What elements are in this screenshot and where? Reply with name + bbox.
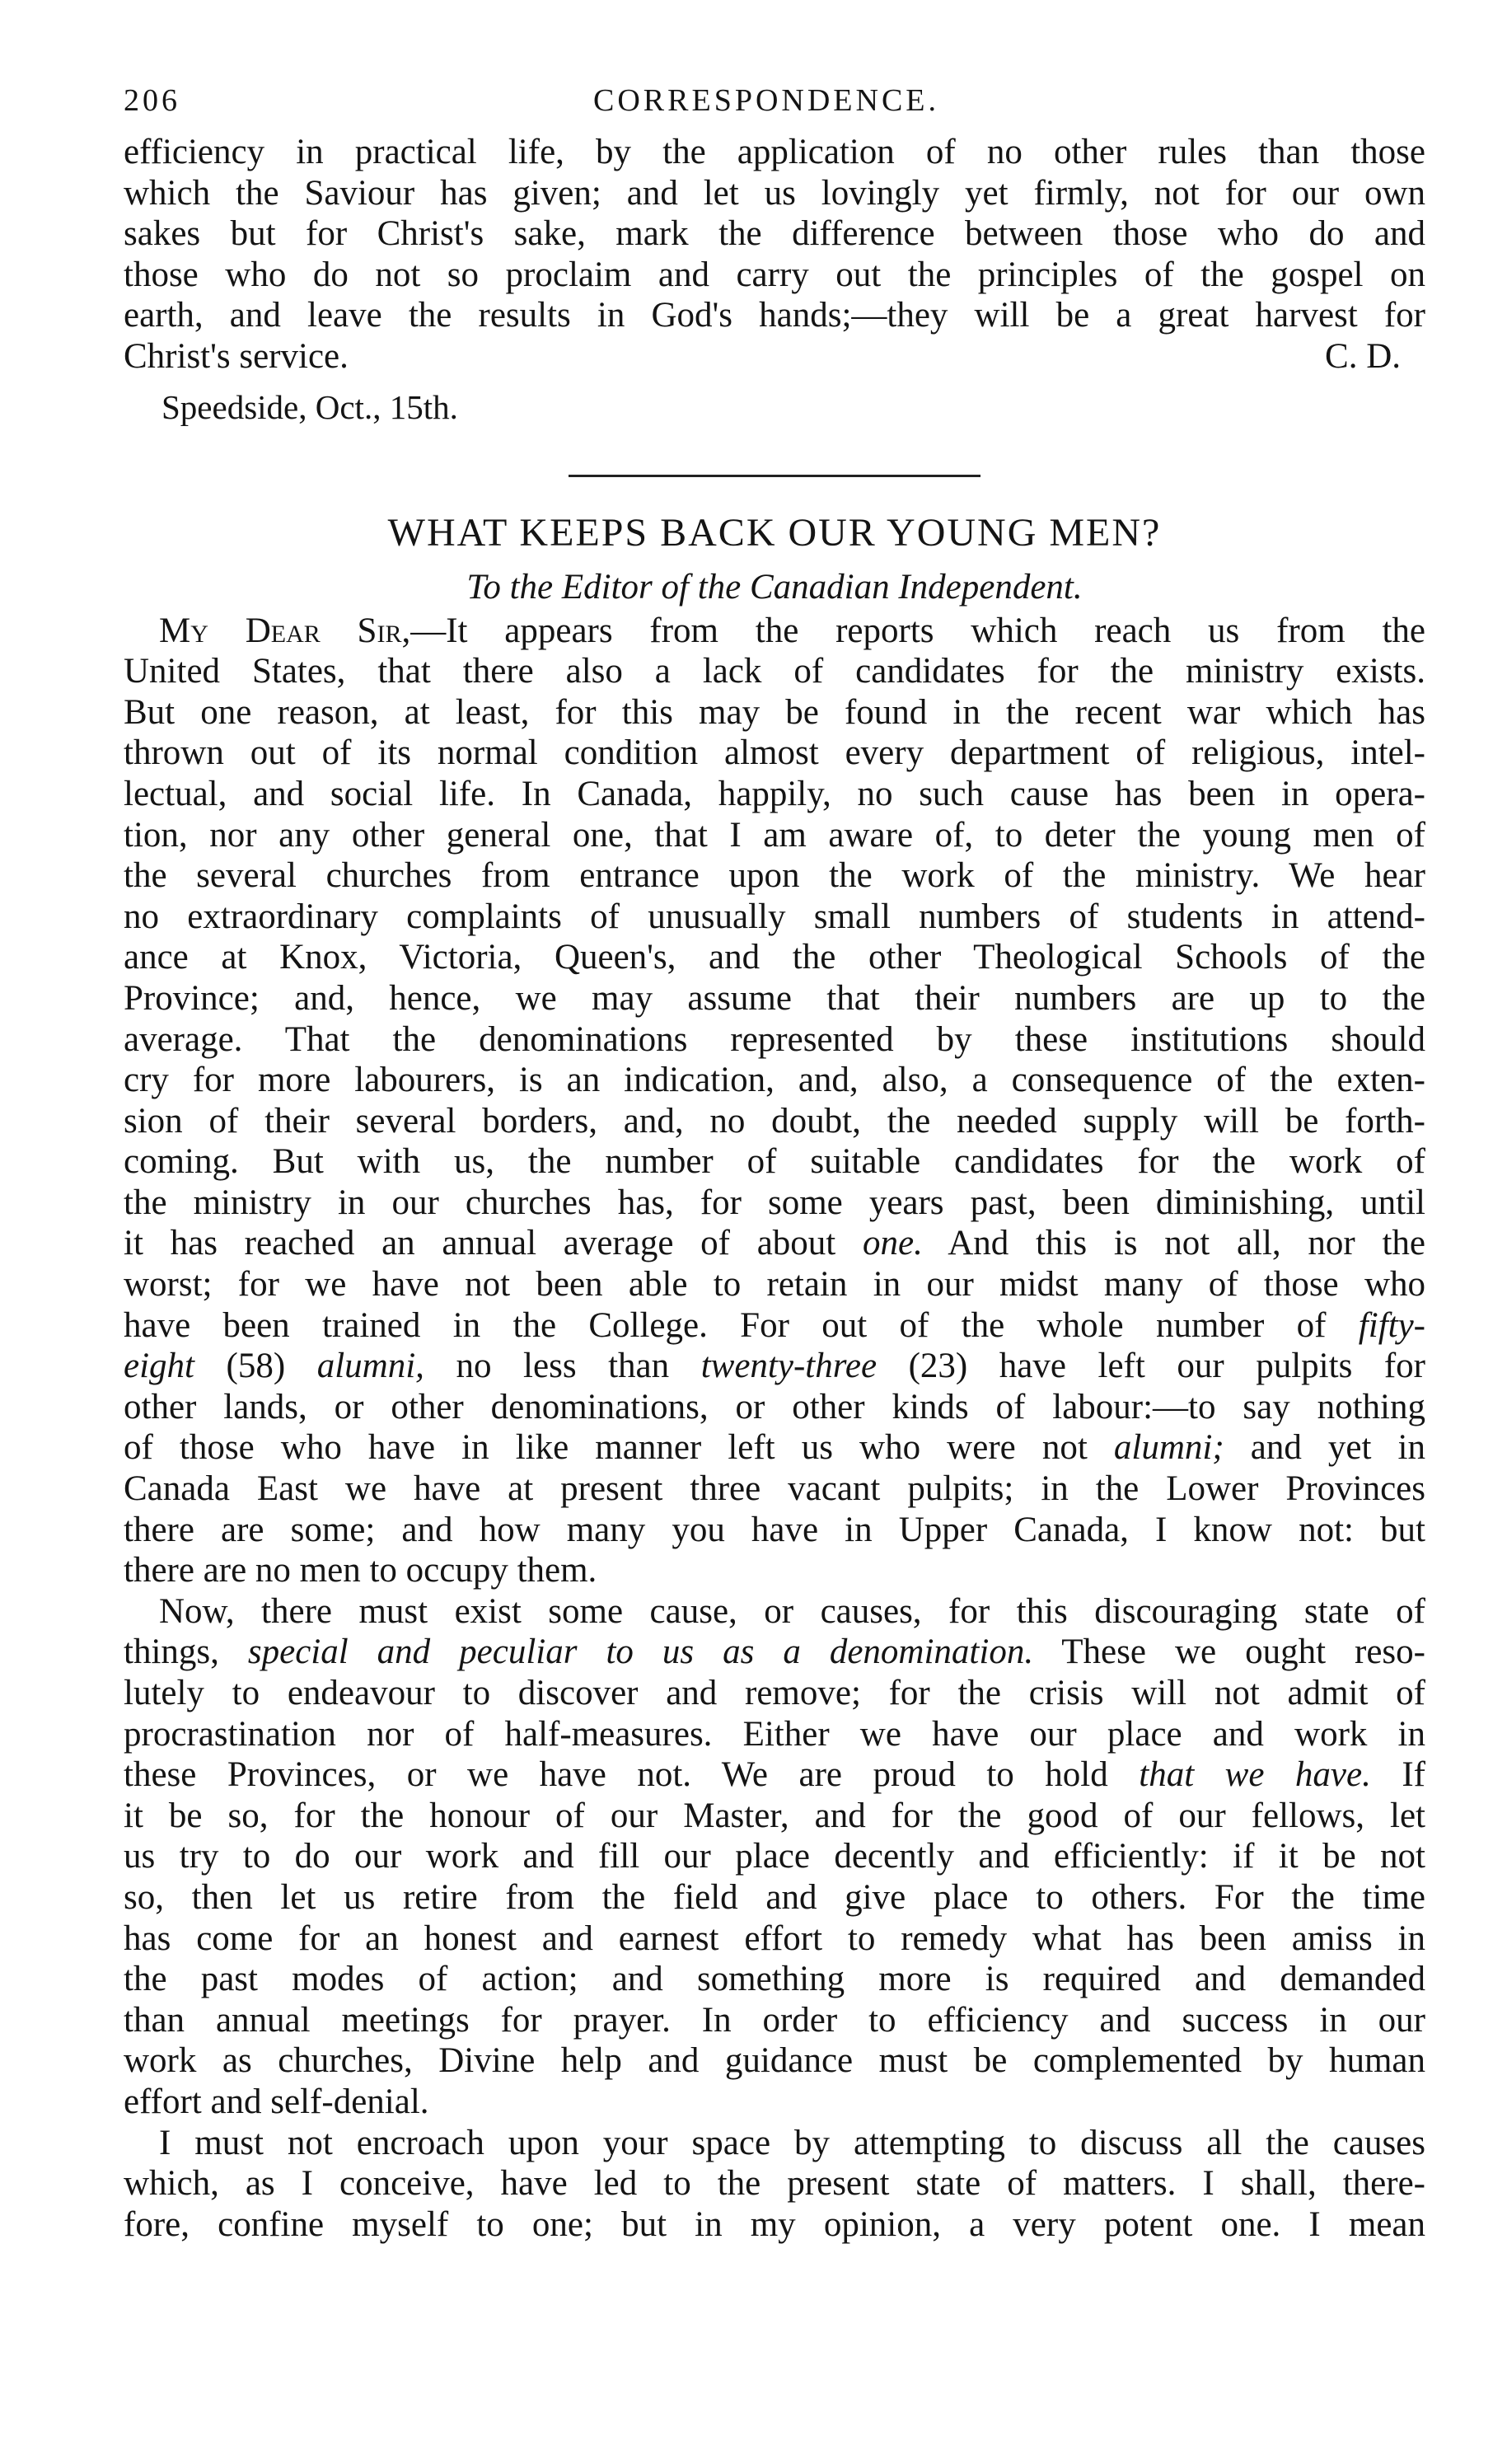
text-line: earth, and leave the results in God's hands;—they will be a great harvest for [124, 296, 1425, 335]
text-span: (58) [194, 1347, 317, 1386]
text-span: (23) have left our pulpits for [877, 1347, 1425, 1386]
text-line: sion of their several borders, and, no doubt, the needed supply will be forth- [124, 1101, 1425, 1141]
text-line: procrastination nor of half-measures. Either we have our place and work in [124, 1714, 1425, 1754]
text-line [124, 2123, 1425, 2164]
page [124, 82, 1425, 2245]
text-line: effort and self-denial. [124, 2082, 429, 2121]
text-line: other lands, or other denominations, or other kinds of labour:—to say nothing [124, 1387, 1425, 1426]
text-line: average. That the denominations represented by these institutions should [124, 1019, 1425, 1059]
text-line: Province; and, hence, we may assume that their numbers are up to the [124, 978, 1425, 1018]
text-line: lectual, and social life. In Canada, happily, no such cause has been in opera- [124, 774, 1425, 813]
emphasis: twenty-three [700, 1347, 878, 1386]
text-line [124, 1754, 1425, 1796]
paragraph-1 [124, 611, 1425, 1591]
dateline: Speedside, Oct., 15th. [161, 387, 458, 426]
emphasis: special and peculiar to us as a denomination. [247, 1633, 1034, 1672]
text-span: Now, there must exist some cause, or causes, for this discouraging state of [159, 1591, 1425, 1631]
text-line: sakes but for Christ's sake, mark the difference between those who do and [124, 214, 1425, 254]
text-span: These we ought reso- [1033, 1633, 1425, 1672]
section-title: CORRESPONDENCE. [593, 83, 939, 118]
text-line: ance at Knox, Victoria, Queen's, and the other Theological Schools of the [124, 938, 1425, 977]
text-line [124, 611, 1425, 652]
text-span: of those who have in like manner left us who were not [124, 1428, 1114, 1468]
salutation: My Dear Sir, [159, 611, 411, 650]
text-line: there are no men to occupy them. [124, 1551, 597, 1590]
running-head [124, 82, 1425, 132]
text-span: I must not encroach upon your space by attempting to discuss all the causes [159, 2123, 1425, 2162]
text-span: If [1370, 1755, 1426, 1795]
text-line: the several churches from entrance upon the work of the ministry. We hear [124, 856, 1425, 896]
text-line: so, then let us retire from the field and give place to others. For the time [124, 1877, 1425, 1917]
section-divider [569, 475, 980, 477]
emphasis: one. [862, 1224, 923, 1263]
emphasis: alumni; [1113, 1428, 1224, 1468]
article-title: WHAT KEEPS BACK OUR YOUNG MEN? [387, 510, 1162, 555]
emphasis: that we have. [1139, 1755, 1371, 1795]
closing-text: Christ's service. [124, 336, 349, 376]
text-line: work as churches, Divine help and guidance must be complemented by human [124, 2041, 1425, 2081]
text-line: it be so, for the honour of our Master, and for the good of our fellows, let [124, 1796, 1425, 1835]
text-line: there are some; and how many you have in Upper Canada, I know not: but [124, 1510, 1425, 1549]
text-line: Canada East we have at present three vacant pulpits; in the Lower Provinces [124, 1469, 1425, 1509]
text-line [124, 1223, 1425, 1264]
text-line: coming. But with us, the number of suitable candidates for the work of [124, 1142, 1425, 1182]
paragraph-3 [124, 2123, 1425, 2246]
text-line: no extraordinary complaints of unusually small numbers of students in attend- [124, 897, 1425, 936]
text-line: worst; for we have not been able to retain in our midst many of those who [124, 1265, 1425, 1305]
text-line: the ministry in our churches has, for some years past, been diminishing, until [124, 1183, 1425, 1222]
text-line: the past modes of action; and something more is required and demanded [124, 1960, 1425, 1999]
text-span: —It appears from the reports which reach us from the [410, 611, 1425, 650]
text-line: But one reason, at least, for this may be found in the recent war which has [124, 692, 1425, 732]
text-line: cry for more labourers, is an indication, and, also, a consequence of the exten- [124, 1061, 1425, 1100]
text-line [124, 1632, 1425, 1673]
text-span: And this is not all, nor the [922, 1224, 1425, 1263]
text-line: fore, confine myself to one; but in my opinion, a very potent one. I mean [124, 2204, 1425, 2244]
emphasis: fifty- [1358, 1305, 1425, 1345]
closing-line [124, 336, 1425, 377]
page-number: 206 [124, 83, 180, 118]
text-line: United States, that there also a lack of candidates for the ministry exists. [124, 652, 1425, 691]
signature: C. D. [1325, 336, 1401, 376]
emphasis: eight [124, 1347, 194, 1386]
text-line: thrown out of its normal condition almost every department of religious, intel- [124, 733, 1425, 773]
text-line: us try to do our work and fill our place decently and efficiently: if it be not [124, 1837, 1425, 1876]
text-line [124, 1305, 1425, 1347]
text-line [124, 1427, 1425, 1469]
text-line: efficiency in practical life, by the application of no other rules than those [124, 133, 1425, 171]
text-span: these Provinces, or we have not. We are proud to hold [124, 1755, 1140, 1795]
text-line [124, 1346, 1425, 1387]
previous-letter-conclusion [124, 132, 1425, 377]
text-line: lutely to endeavour to discover and remove; for the crisis will not admit of [124, 1674, 1425, 1712]
text-span: have been trained in the College. For out of the whole number of [124, 1305, 1359, 1345]
text-line: which the Saviour has given; and let us lovingly yet firmly, not for our own [124, 173, 1425, 213]
addressee: To the Editor of the Canadian Independent. [466, 567, 1083, 607]
text-line: tion, nor any other general one, that I am aware of, to deter the young men of [124, 815, 1425, 855]
text-span: it has reached an annual average of about [124, 1224, 863, 1263]
text-span: things, [124, 1633, 248, 1672]
text-span: no less than [424, 1347, 701, 1386]
text-span: and yet in [1224, 1428, 1425, 1468]
emphasis: alumni, [316, 1347, 424, 1386]
text-line: which, as I conceive, have led to the present state of matters. I shall, there- [124, 2164, 1425, 2204]
text-line: has come for an honest and earnest effort to remedy what has been amiss in [124, 1918, 1425, 1958]
text-line: those who do not so proclaim and carry out the principles of the gospel on [124, 255, 1425, 294]
text-line: than annual meetings for prayer. In order to efficiency and success in our [124, 2000, 1425, 2040]
paragraph-2 [124, 1591, 1425, 2123]
text-line [124, 1591, 1425, 1633]
